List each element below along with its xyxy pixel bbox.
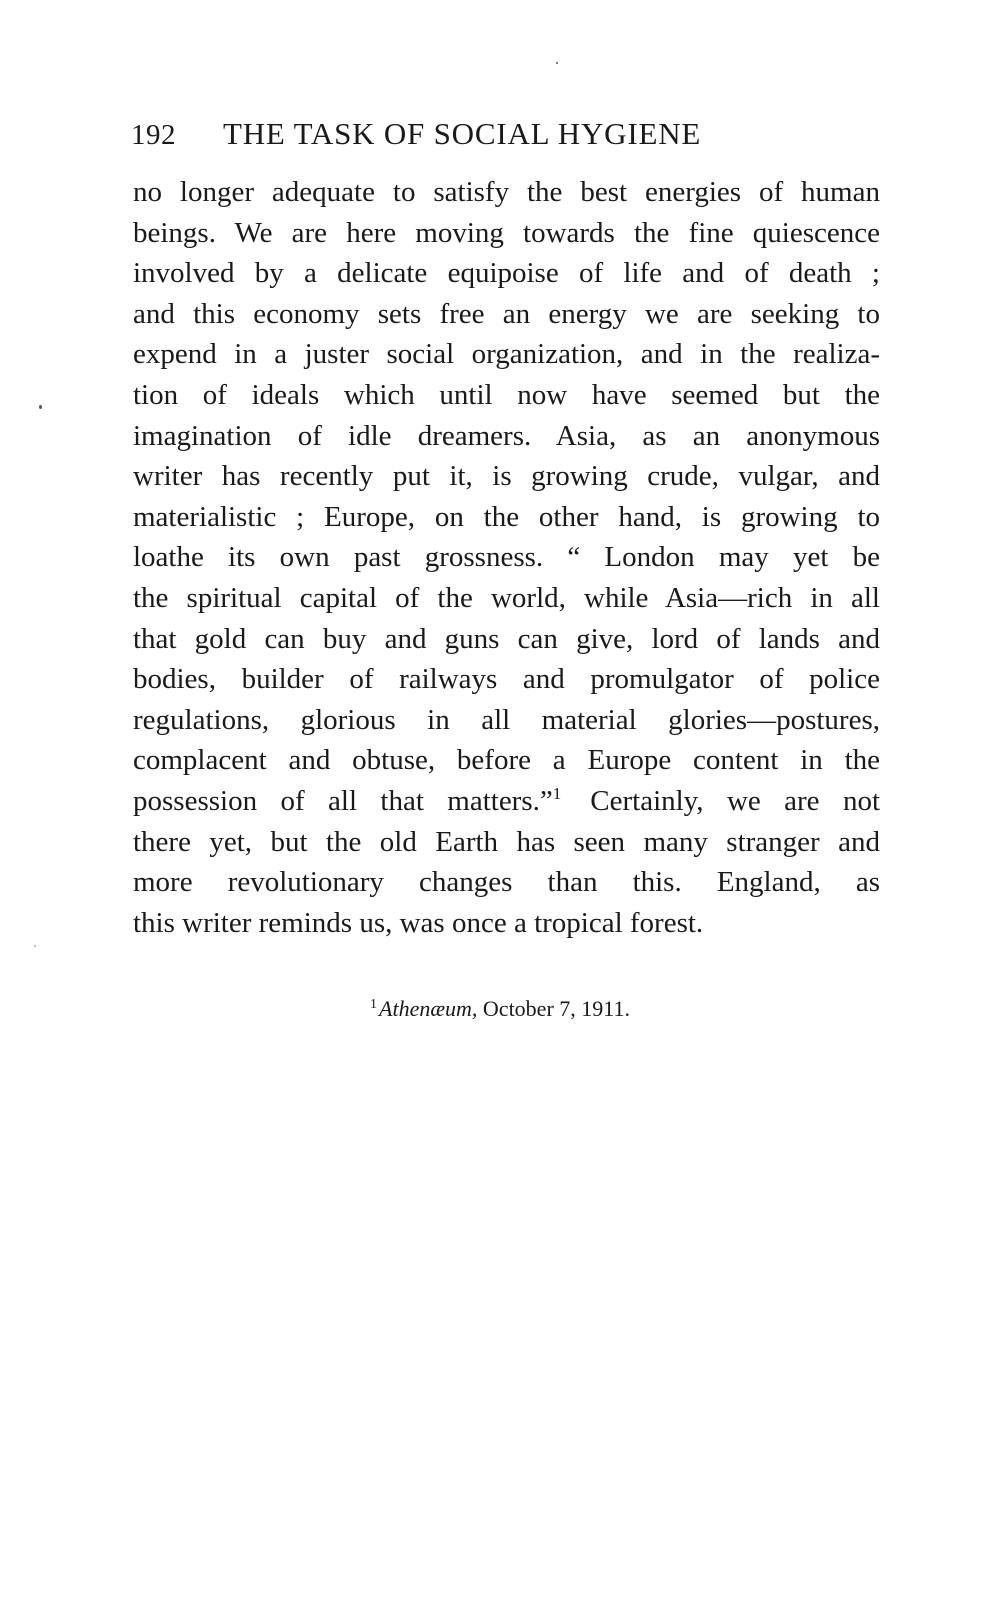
page-number: 192 — [131, 119, 176, 151]
text-line: involved by a delicate equipoise of life and of death ; — [133, 257, 880, 290]
print-speck — [556, 62, 558, 64]
text-line: that gold can buy and guns can give, lord of lands and — [133, 622, 880, 655]
text-line-end: Certainly, we are not — [590, 784, 880, 817]
print-speck — [39, 405, 42, 409]
text-line: and this economy sets free an energy we are seeking to — [133, 297, 880, 330]
footnote-source: Athenæum, — [379, 996, 478, 1021]
text-line: beings. We are here moving towards the fine quiescence — [133, 216, 880, 249]
body-paragraph — [133, 172, 880, 943]
footnote-date: October 7, 1911. — [482, 996, 630, 1021]
print-speck — [34, 945, 36, 947]
text-line: tion of ideals which until now have seemed but the — [133, 378, 880, 411]
footnote — [0, 994, 1000, 1024]
text-line-start: possession of all that matters.” — [133, 784, 553, 817]
text-line: materialistic ; Europe, on the other hand, is growing to — [133, 500, 880, 533]
running-head — [131, 112, 891, 156]
text-line: bodies, builder of railways and promulgator of police — [133, 663, 880, 696]
text-line-with-footnote-ref — [133, 781, 880, 822]
text-line: imagination of idle dreamers. Asia, as an anonymous — [133, 419, 880, 452]
text-line: no longer adequate to satisfy the best energies of human — [133, 176, 880, 208]
text-line: more revolutionary changes than this. England, as — [133, 866, 880, 899]
text-line: regulations, glorious in all material glories—postures, — [133, 703, 880, 736]
footnote-reference[interactable]: 1 — [552, 783, 562, 803]
text-line: writer has recently put it, is growing crude, vulgar, and — [133, 460, 880, 493]
text-line: this writer reminds us, was once a tropical forest. — [133, 906, 704, 939]
text-line: complacent and obtuse, before a Europe content in the — [133, 744, 880, 777]
text-line: there yet, but the old Earth has seen many stranger and — [133, 825, 880, 858]
footnote-mark: 1 — [370, 997, 378, 1012]
text-line: the spiritual capital of the world, while Asia—rich in all — [133, 581, 880, 614]
running-title: THE TASK OF SOCIAL HYGIENE — [223, 116, 702, 151]
text-line: expend in a juster social organization, and in the realiza- — [133, 338, 880, 371]
text-line: loathe its own past grossness. “ London may yet be — [133, 541, 880, 574]
